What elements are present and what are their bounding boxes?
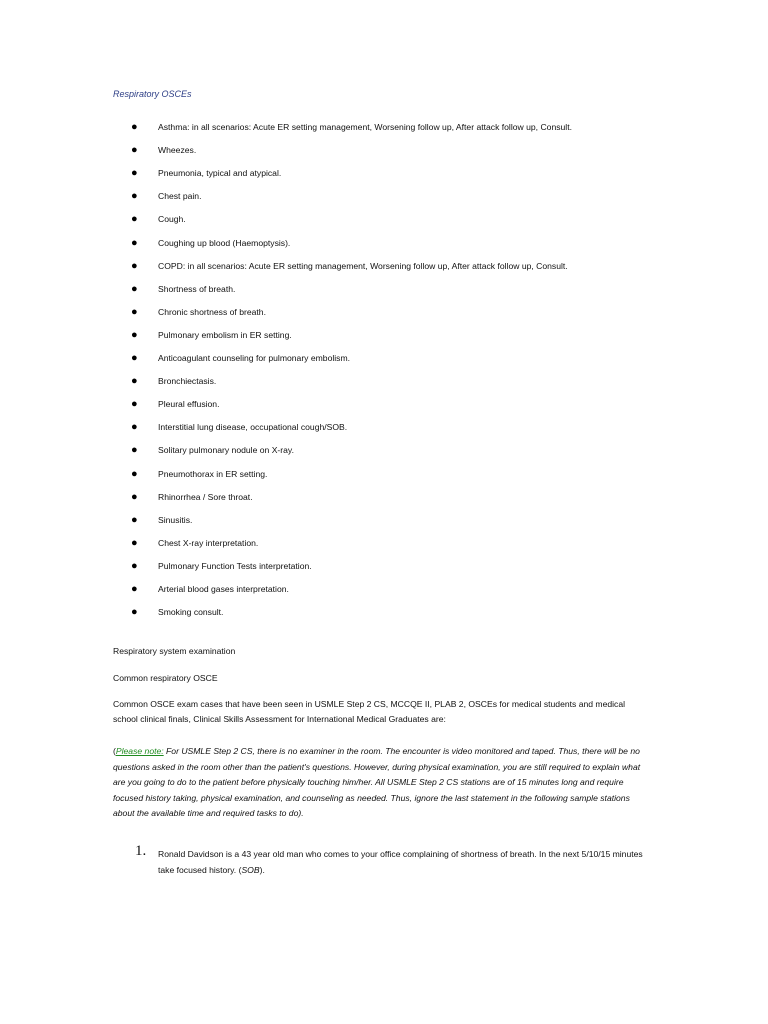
list-item-line-2-italic: SOB	[241, 865, 260, 875]
list-item	[0, 352, 768, 366]
page-heading: Respiratory OSCEs	[113, 89, 192, 99]
bullet-icon: ●	[131, 121, 138, 133]
bullet-icon: ●	[131, 190, 138, 203]
list-item-line-2	[158, 862, 643, 878]
bullet-icon: ●	[131, 305, 138, 318]
bullet-text: Asthma: in all scenarios: Acute ER setting management, Worsening follow up, After attack follow up, Consult.	[158, 122, 572, 132]
list-item	[0, 167, 768, 181]
section-title-examination: Respiratory system examination	[113, 646, 236, 656]
note-paragraph	[113, 744, 658, 822]
note-label: Please note:	[115, 746, 164, 756]
intro-line-2: school clinical finals, Clinical Skills Assessment for International Medical Graduates are:	[113, 714, 446, 724]
list-item	[0, 398, 768, 412]
bullet-text: Pulmonary embolism in ER setting.	[158, 329, 292, 340]
list-item-text	[158, 846, 643, 878]
bullet-icon: ●	[131, 236, 138, 249]
bullet-text: Coughing up blood (Haemoptysis).	[158, 237, 291, 248]
bullet-text: Cough.	[158, 214, 186, 225]
list-item-line-2-prefix: take focused history. (	[158, 865, 242, 875]
bullet-text: Anticoagulant counseling for pulmonary embolism.	[158, 353, 351, 363]
bullet-icon: ●	[131, 421, 138, 434]
bullet-icon: ●	[131, 259, 138, 272]
bullet-icon: ●	[131, 513, 138, 526]
bullet-text: Arterial blood gases interpretation.	[158, 584, 289, 594]
note-line-1-text: For USMLE Step 2 CS, there is no examiner in the room. The encounter is video monitored and taped. Thus, there will be no	[163, 746, 640, 756]
bullet-icon: ●	[131, 398, 138, 411]
bullet-icon: ●	[131, 167, 138, 180]
list-item	[0, 491, 768, 505]
list-item	[0, 375, 768, 389]
bullet-text: Smoking consult.	[158, 607, 224, 618]
list-item	[0, 213, 768, 227]
list-item	[0, 306, 768, 320]
bullet-icon: ●	[131, 352, 138, 364]
list-item	[0, 190, 768, 204]
section-title-common-osce: Common respiratory OSCE	[113, 673, 218, 683]
list-item	[0, 606, 768, 620]
list-item	[0, 468, 768, 482]
bullet-icon: ●	[131, 467, 138, 480]
list-item	[0, 560, 768, 574]
note-line-1	[113, 744, 658, 760]
intro-line-1: Common OSCE exam cases that have been seen in USMLE Step 2 CS, MCCQE II, PLAB 2, OSCEs for medical students and medical	[113, 699, 626, 709]
list-item	[0, 121, 768, 135]
list-item	[0, 537, 768, 551]
bullet-icon: ●	[131, 490, 138, 503]
intro-paragraph	[113, 697, 625, 727]
bullet-text: Chest X-ray interpretation.	[158, 537, 259, 548]
note-line-4: focused history taking, physical examination, and counseling as needed. Thus, ignore the last statement in the following sample stations	[113, 792, 630, 803]
note-line-2: questions asked in the room other than the patient's questions. However, during physical examination, you are still required to explain what	[113, 761, 641, 772]
bullet-icon: ●	[131, 375, 138, 388]
list-item	[0, 421, 768, 435]
list-item	[0, 329, 768, 343]
bullet-text: COPD: in all scenarios: Acute ER setting management, Worsening follow up, After attack follow up, Consult.	[158, 260, 568, 271]
bullet-icon: ●	[131, 282, 138, 295]
list-item-line-1: Ronald Davidson is a 43 year old man who comes to your office complaining of shortness of breath. In the next 5/10/15 minutes	[158, 849, 643, 859]
list-item	[0, 583, 768, 597]
bullet-text: Rhinorrhea / Sore throat.	[158, 491, 253, 502]
note-line-3: are you going to do to the patient before physically touching him/her. All USMLE Step 2 CS stations are of 15 minutes long and require	[113, 777, 624, 787]
bullet-icon: ●	[131, 583, 138, 595]
bullet-icon: ●	[131, 536, 138, 549]
bullet-text: Wheezes.	[158, 145, 197, 156]
note-line-5: about the available time and required tasks to do).	[113, 808, 304, 818]
bullet-icon: ●	[131, 559, 138, 572]
note-open-paren: (	[113, 746, 116, 756]
bullet-text: Solitary pulmonary nodule on X-ray.	[158, 445, 294, 456]
bullet-icon: ●	[131, 213, 138, 226]
bullet-icon: ●	[131, 144, 138, 157]
list-item	[0, 514, 768, 528]
list-item	[0, 237, 768, 251]
bullet-text: Pleural effusion.	[158, 399, 220, 410]
list-number: 1.	[135, 843, 147, 859]
bullet-text: Shortness of breath.	[158, 283, 236, 294]
bullet-text: Pneumothorax in ER setting.	[158, 468, 268, 479]
bullet-text: Sinusitis.	[158, 514, 193, 525]
bullet-text: Chest pain.	[158, 191, 202, 202]
bullet-text: Interstitial lung disease, occupational cough/SOB.	[158, 422, 348, 433]
bullet-text: Pulmonary Function Tests interpretation.	[158, 560, 312, 571]
list-item	[0, 260, 768, 274]
list-item-line-2-suffix: ).	[259, 865, 265, 875]
list-item	[0, 444, 768, 458]
bullet-text: Bronchiectasis.	[158, 376, 217, 387]
list-item	[0, 144, 768, 158]
bullet-icon: ●	[131, 444, 138, 457]
list-item	[0, 283, 768, 297]
bullet-icon: ●	[131, 606, 138, 619]
bullet-text: Pneumonia, typical and atypical.	[158, 168, 282, 179]
bullet-icon: ●	[131, 328, 138, 341]
bullet-text: Chronic shortness of breath.	[158, 306, 266, 317]
